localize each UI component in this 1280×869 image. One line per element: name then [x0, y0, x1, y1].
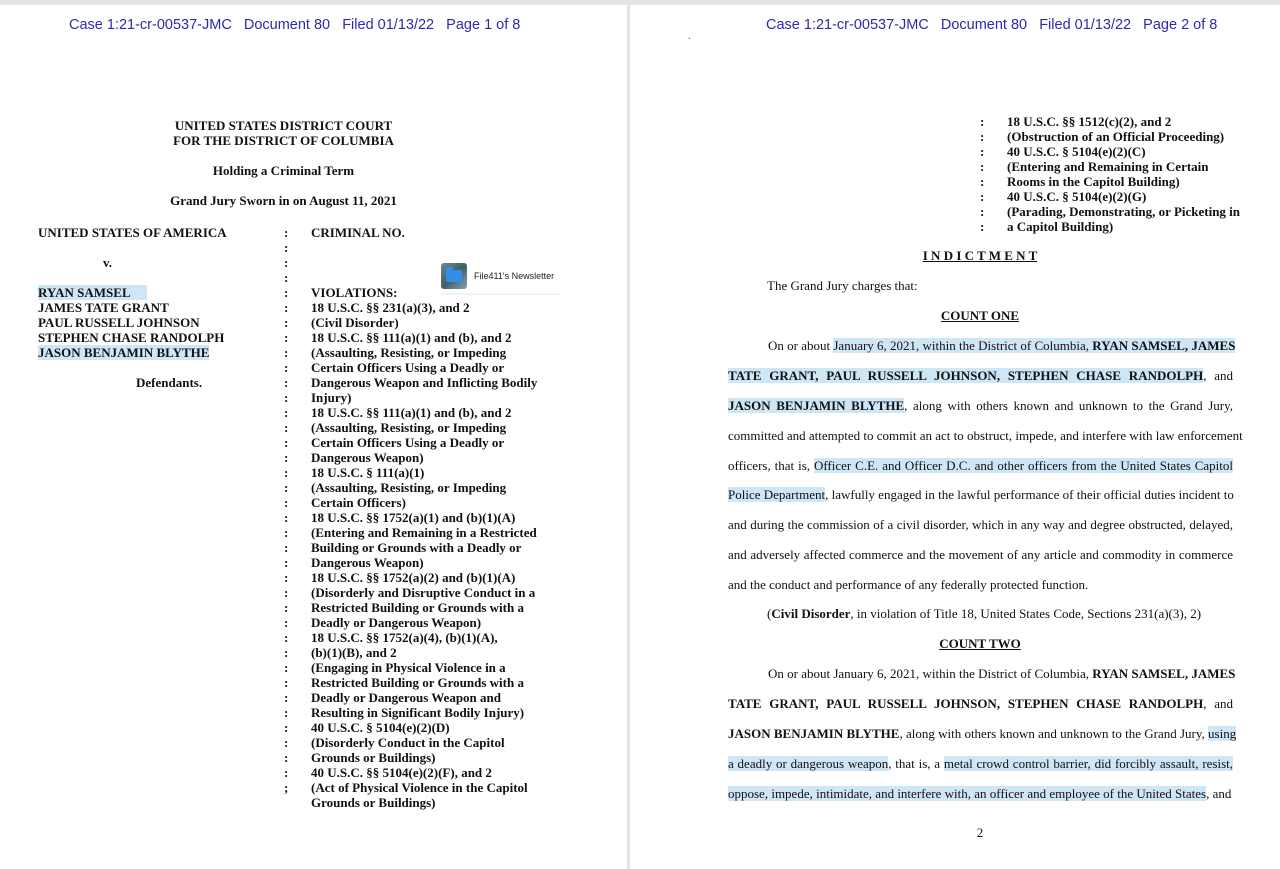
colon-separator: : [284, 405, 289, 420]
criminal-term: Holding a Criminal Term [212, 163, 355, 178]
paragraph-line: committed and attempted to commit an act to obstruct, impede, and interfere with law enforcement [728, 427, 1243, 443]
count-two-title: COUNT TWO [939, 636, 1021, 651]
paragraph-line: Police Department, lawfully engaged in the lawful performance of their official duties incident to [728, 487, 1234, 503]
colon-separator: : [284, 525, 289, 540]
violation-line: Dangerous Weapon) [311, 555, 424, 570]
violation-line: 18 U.S.C. § 111(a)(1) [311, 465, 425, 480]
violation-line: (Entering and Remaining in Certain [1007, 159, 1209, 174]
colon-separator: : [284, 435, 289, 450]
grand-jury-charges: The Grand Jury charges that: [767, 278, 918, 293]
colon-separator: : [284, 390, 289, 405]
colon-separator: : [284, 330, 289, 345]
newsletter-badge[interactable] [441, 259, 561, 295]
count-one-title: COUNT ONE [940, 308, 1020, 323]
violation-line: Restricted Building or Grounds with a [311, 675, 524, 690]
colon-separator: : [980, 159, 985, 174]
colon-separator: : [284, 765, 289, 780]
count-one-body [728, 331, 1243, 600]
colon-separator: : [284, 300, 289, 315]
folder-icon [441, 263, 467, 289]
colon-separator: : [284, 570, 289, 585]
paragraph-line: oppose, impede, intimidate, and interfere with, an officer and employee of the United States, and [728, 785, 1232, 801]
colon-separator: : [284, 510, 289, 525]
violation-line: a Capitol Building) [1007, 219, 1114, 234]
colon-separator: : [980, 189, 985, 204]
violation-line: 18 U.S.C. §§ 231(a)(3), and 2 [311, 300, 470, 315]
defendant-name: STEPHEN CHASE RANDOLPH [38, 330, 225, 345]
continued-violations-list [1007, 114, 1240, 234]
colon-separator: : [284, 615, 289, 630]
violation-line: (b)(1)(B), and 2 [311, 645, 397, 660]
violation-line: 40 U.S.C. §§ 5104(e)(2)(F), and 2 [311, 765, 492, 780]
paragraph-line: On or about January 6, 2021, within the District of Columbia, RYAN SAMSEL, JAMES [768, 666, 1236, 681]
colon-separator: : [284, 465, 289, 480]
violation-line: (Parading, Demonstrating, or Picketing in [1007, 204, 1241, 219]
defendant-name: RYAN SAMSEL [38, 285, 224, 300]
violations-list [311, 300, 537, 810]
colon-separator: : [284, 315, 289, 330]
count-one-citation: (Civil Disorder, in violation of Title 18, United States Code, Sections 231(a)(3), 2) [767, 606, 1202, 621]
colon-separator: : [284, 270, 289, 285]
colon-separator: : [980, 204, 985, 219]
violation-line: 40 U.S.C. § 5104(e)(2)(G) [1007, 189, 1147, 204]
violation-line: (Act of Physical Violence in the Capitol [311, 780, 528, 795]
colon-separator: : [284, 540, 289, 555]
colon-separator: : [284, 675, 289, 690]
colon-separator: : [284, 495, 289, 510]
violation-line: 18 U.S.C. §§ 111(a)(1) and (b), and 2 [311, 330, 512, 345]
violation-line: Deadly or Dangerous Weapon) [311, 615, 482, 630]
paragraph-line: TATE GRANT, PAUL RUSSELL JOHNSON, STEPHEN CHASE RANDOLPH, and [728, 367, 1233, 383]
defendant-name: JASON BENJAMIN BLYTHE [38, 345, 210, 360]
count-two-body [728, 659, 1237, 808]
violation-line: Rooms in the Capitol Building) [1007, 174, 1180, 189]
colon-separator: ; [284, 780, 289, 795]
defendants-label: Defendants. [136, 375, 203, 390]
caption-colons [284, 225, 288, 795]
violation-line: 18 U.S.C. §§ 1512(c)(2), and 2 [1007, 114, 1172, 129]
case-stamp: Case 1:21-cr-00537-JMC Document 80 Filed 01/13/22 Page 1 of 8 [69, 17, 521, 33]
violation-line: 18 U.S.C. §§ 111(a)(1) and (b), and 2 [311, 405, 512, 420]
violation-line: (Assaulting, Resisting, or Impeding [311, 420, 507, 435]
violation-line: Certain Officers Using a Deadly or [311, 435, 505, 450]
colon-separator: : [980, 219, 985, 234]
colon-separator: : [284, 630, 289, 645]
colon-separator: : [284, 450, 289, 465]
violation-line: Deadly or Dangerous Weapon and [311, 690, 501, 705]
defendant-name: JAMES TATE GRANT [38, 300, 169, 315]
violation-line: (Entering and Remaining in a Restricted [311, 525, 537, 540]
violation-line: 40 U.S.C. § 5104(e)(2)(D) [311, 720, 450, 735]
colon-separator: : [980, 129, 985, 144]
violation-line: Dangerous Weapon) [311, 450, 424, 465]
violation-line: 18 U.S.C. §§ 1752(a)(4), (b)(1)(A), [311, 630, 498, 645]
colon-separator: : [284, 240, 289, 255]
violation-line: Dangerous Weapon and Inflicting Bodily [311, 375, 538, 390]
stray-mark: . [688, 31, 691, 42]
case-stamp: Case 1:21-cr-00537-JMC Document 80 Filed 01/13/22 Page 2 of 8 [766, 17, 1218, 33]
newsletter-label: File411's Newsletter [474, 271, 555, 281]
violation-line: 18 U.S.C. §§ 1752(a)(1) and (b)(1)(A) [311, 510, 516, 525]
violation-line: Resulting in Significant Bodily Injury) [311, 705, 525, 720]
caption-colons [980, 114, 984, 234]
violation-line: (Assaulting, Resisting, or Impeding [311, 345, 507, 360]
violation-line: (Civil Disorder) [311, 315, 399, 330]
violation-line: (Obstruction of an Official Proceeding) [1007, 129, 1225, 144]
colon-separator: : [284, 420, 289, 435]
violation-line: Building or Grounds with a Deadly or [311, 540, 522, 555]
violation-line: (Engaging in Physical Violence in a [311, 660, 506, 675]
colon-separator: : [980, 174, 985, 189]
colon-separator: : [284, 255, 289, 270]
criminal-number: CRIMINAL NO. [311, 225, 405, 240]
paragraph-line: TATE GRANT, PAUL RUSSELL JOHNSON, STEPHEN CHASE RANDOLPH, and [728, 695, 1233, 711]
plaintiff: UNITED STATES OF AMERICA [38, 225, 227, 240]
violation-line: Grounds or Buildings) [311, 795, 436, 810]
colon-separator: : [284, 480, 289, 495]
violation-line: (Assaulting, Resisting, or Impeding [311, 480, 507, 495]
paragraph-line: and the conduct and performance of any federally protected function. [728, 577, 1089, 593]
paragraph-line: JASON BENJAMIN BLYTHE, along with others known and unknown to the Grand Jury, using [728, 725, 1237, 741]
colon-separator: : [284, 735, 289, 750]
defendant-name: PAUL RUSSELL JOHNSON [38, 315, 200, 330]
document-page-2 [630, 5, 1280, 869]
page-number: 2 [976, 825, 984, 840]
colon-separator: : [284, 720, 289, 735]
court-name: UNITED STATES DISTRICT COURT FOR THE DISTRICT OF COLUMBIA [173, 118, 394, 148]
grand-jury-sworn: Grand Jury Sworn in on August 11, 2021 [170, 193, 397, 208]
defendants-list [38, 285, 224, 360]
colon-separator: : [284, 660, 289, 675]
indictment-title: I N D I C T M E N T [922, 248, 1038, 263]
violation-line: (Disorderly Conduct in the Capitol [311, 735, 505, 750]
colon-separator: : [284, 285, 289, 300]
colon-separator: : [284, 690, 289, 705]
violation-line: Certain Officers Using a Deadly or [311, 360, 505, 375]
violation-line: Certain Officers) [311, 495, 406, 510]
violation-line: Grounds or Buildings) [311, 750, 436, 765]
colon-separator: : [284, 600, 289, 615]
colon-separator: : [284, 585, 289, 600]
paragraph-line: JASON BENJAMIN BLYTHE, along with others known and unknown to the Grand Jury, [728, 397, 1233, 413]
colon-separator: : [284, 555, 289, 570]
violation-line: (Disorderly and Disruptive Conduct in a [311, 585, 536, 600]
paragraph-line: a deadly or dangerous weapon, that is, a metal crowd control barrier, did forcibly assault, resist, [728, 755, 1234, 771]
violation-line: 18 U.S.C. §§ 1752(a)(2) and (b)(1)(A) [311, 570, 516, 585]
colon-separator: : [284, 750, 289, 765]
paragraph-line: On or about January 6, 2021, within the District of Columbia, RYAN SAMSEL, JAMES [768, 338, 1236, 353]
violation-line: Injury) [311, 390, 352, 405]
violation-line: Restricted Building or Grounds with a [311, 600, 524, 615]
paragraph-line: officers, that is, Officer C.E. and Officer D.C. and other officers from the United States Capitol [728, 457, 1233, 473]
colon-separator: : [284, 645, 289, 660]
colon-separator: : [284, 375, 289, 390]
violations-label: VIOLATIONS: [311, 285, 398, 300]
paragraph-line: and adversely affected commerce and the movement of any article and commodity in commerce [728, 547, 1233, 563]
colon-separator: : [980, 144, 985, 159]
colon-separator: : [284, 225, 289, 240]
colon-separator: : [284, 705, 289, 720]
document-page-1 [0, 5, 627, 869]
violation-line: 40 U.S.C. § 5104(e)(2)(C) [1007, 144, 1146, 159]
colon-separator: : [980, 114, 985, 129]
paragraph-line: and during the commission of a civil disorder, which in any way and degree obstructed, delayed, [728, 517, 1233, 533]
colon-separator: : [284, 360, 289, 375]
versus: v. [103, 255, 113, 270]
colon-separator: : [284, 345, 289, 360]
